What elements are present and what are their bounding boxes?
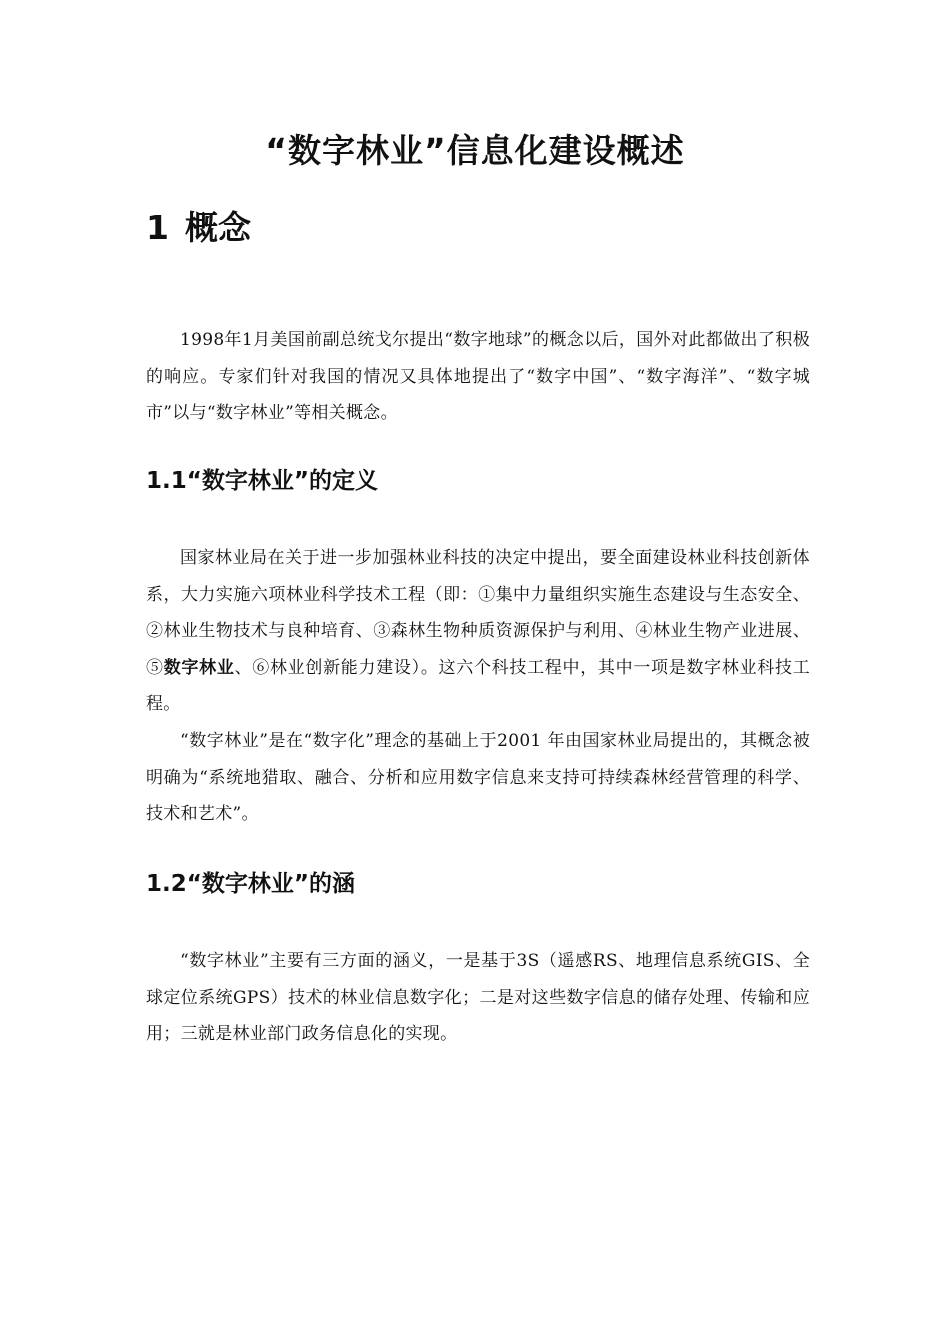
intro-paragraph: 1998年1月美国前副总统戈尔提出“数字地球”的概念以后，国外对此都做出了积极的响应。专家们针对我国的情况又具体地提出了“数字中国”、“数字海洋”、“数字城市”以与“数字林业”等相关概念。 [146, 330, 810, 423]
definition-paragraph-1 [146, 540, 810, 723]
definition-text-after: 、⑥林业创新能力建设）。这六个科技工程中，其中一项是数字林业科技工程。 [146, 657, 811, 714]
section-number: 1 [146, 208, 169, 247]
document-title: “数字林业”信息化建设概述 [265, 131, 685, 170]
subsection-heading-definition: 1.1“数字林业”的定义 [146, 468, 378, 494]
subsection-heading-connotation: 1.2“数字林业”的涵 [146, 871, 355, 897]
digital-forestry-emphasis: 数字林业 [163, 657, 235, 678]
section-heading-concept [146, 204, 251, 252]
definition-text-before: 国家林业局在关于进一步加强林业科技的决定中提出，要全面建设林业科技创新体系，大力实施六项林业科学技术工程（即：①集中力量组织实施生态建设与生态安全、②林业生物技术与良种培育、③森林生物种质资源保护与利用、④林业生物产业进展、⑤ [146, 548, 810, 678]
definition-paragraph-2: “数字林业”是在“数字化”理念的基础上于2001 年由国家林业局提出的，其概念被明确为“系统地猎取、融合、分析和应用数字信息来支持可持续森林经营管理的科学、技术和艺术”。 [146, 731, 810, 824]
section-title: 概念 [184, 208, 251, 247]
connotation-paragraph: “数字林业”主要有三方面的涵义，一是基于3S（遥感RS、地理信息系统GIS、全球定位系统GPS）技术的林业信息数字化；二是对这些数字信息的储存处理、传输和应用；三就是林业部门政务信息化的实现。 [146, 951, 810, 1044]
